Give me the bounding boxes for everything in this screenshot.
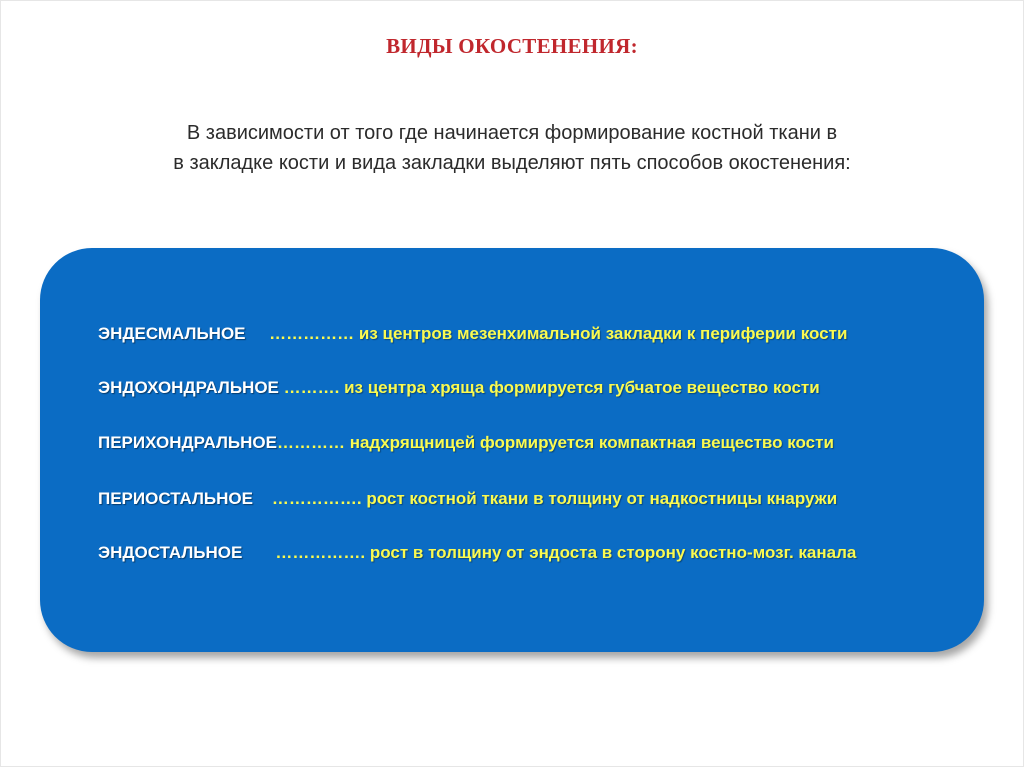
- type-description: надхрящницей формируется компактная вещество кости: [349, 433, 834, 452]
- type-dots: …………: [276, 433, 350, 452]
- type-dots: ……….: [283, 378, 345, 397]
- type-description: рост в толщину от эндоста в сторону костно-мозг. канала: [369, 543, 857, 562]
- type-term: ЭНДОХОНДРАЛЬНОЕ: [98, 378, 279, 397]
- intro-line-2: в закладке кости и вида закладки выделяют пять способов окостенения:: [173, 152, 851, 174]
- type-dots: …………….: [271, 489, 367, 508]
- type-term: ЭНДОСТАЛЬНОЕ: [98, 543, 243, 562]
- type-term: ЭНДЕСМАЛЬНОЕ: [98, 324, 246, 343]
- type-description: из центров мезенхимальной закладки к периферии кости: [358, 324, 848, 343]
- type-description: из центра хряща формируется губчатое вещество кости: [344, 378, 820, 397]
- type-dots: …………….: [275, 543, 370, 562]
- ossification-type-row: [98, 376, 820, 400]
- ossification-type-row: [98, 431, 834, 455]
- intro-text: [0, 118, 1024, 178]
- ossification-type-row: [98, 322, 847, 346]
- type-term: ПЕРИОСТАЛЬНОЕ: [98, 489, 253, 508]
- ossification-type-row: [98, 487, 837, 511]
- slide-title: ВИДЫ ОКОСТЕНЕНИЯ:: [386, 34, 638, 58]
- type-term: ПЕРИХОНДРАЛЬНОЕ: [98, 433, 277, 452]
- type-description: рост костной ткани в толщину от надкостницы кнаружи: [366, 489, 838, 508]
- type-dots: ……………: [269, 324, 359, 343]
- ossification-type-row: [98, 541, 856, 565]
- intro-line-1: В зависимости от того где начинается формирование костной ткани в: [186, 122, 838, 144]
